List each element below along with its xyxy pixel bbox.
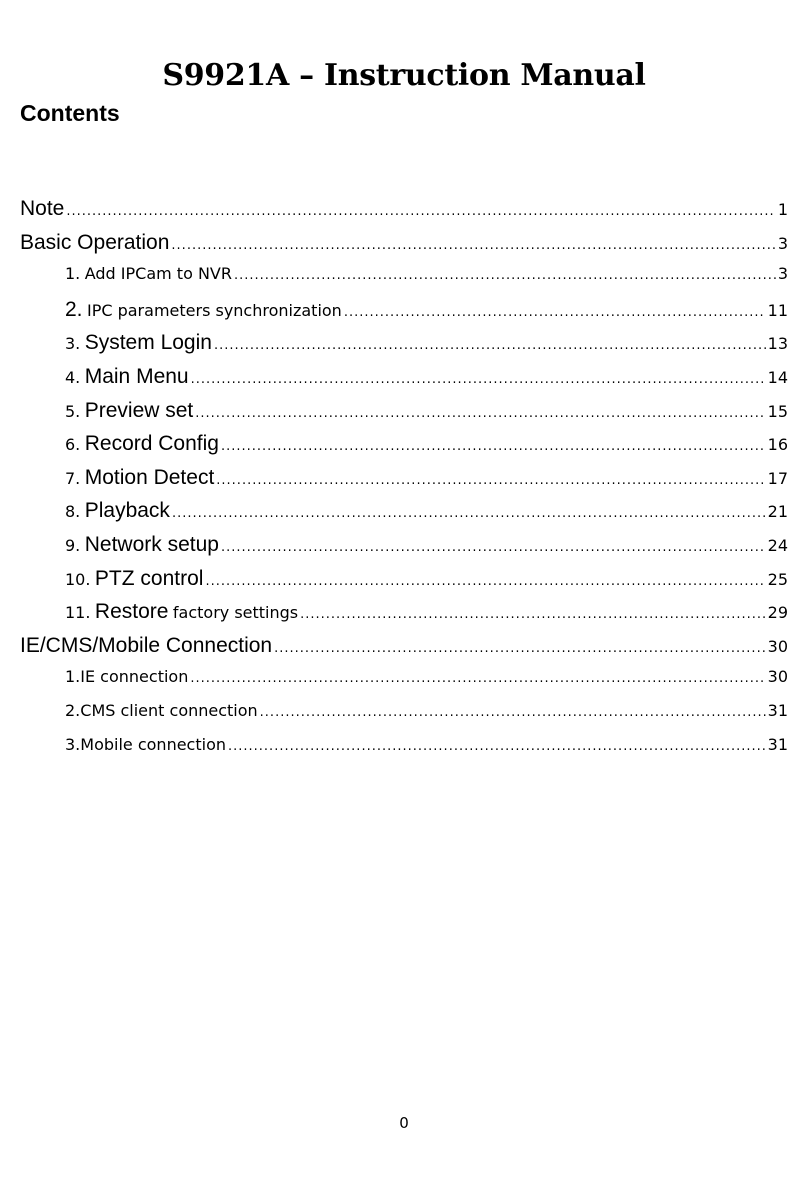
- toc-entry-text: Record Config: [84, 432, 219, 456]
- toc-entry-label: [65, 298, 342, 322]
- toc-page-number: 11: [767, 300, 788, 320]
- toc-entry-text: Preview set: [84, 398, 194, 422]
- toc-leader-dots: [190, 671, 765, 686]
- toc-page-number: 30: [767, 667, 788, 687]
- toc-entry-note[interactable]: [20, 197, 788, 231]
- toc-page-number: 14: [767, 367, 788, 387]
- toc-entry-number: 4.: [65, 367, 81, 387]
- table-of-contents: [20, 197, 788, 768]
- toc-entry-text: Network setup: [84, 532, 219, 556]
- toc-leader-dots: [195, 406, 765, 421]
- toc-leader-dots: [216, 473, 765, 488]
- toc-entry-preview-set[interactable]: [20, 399, 788, 433]
- toc-entry-number: 9.: [65, 535, 81, 555]
- toc-entry-ipc-parameters-sync[interactable]: [20, 298, 788, 332]
- toc-page-number: 21: [767, 502, 788, 522]
- toc-leader-dots: [221, 540, 766, 555]
- toc-entry-number: 3.: [65, 334, 81, 354]
- toc-page-number: 30: [767, 636, 788, 656]
- toc-entry-number: 1.: [65, 264, 81, 284]
- toc-leader-dots: [228, 739, 766, 754]
- toc-entry-number: 8.: [65, 502, 81, 522]
- document-title: S9921A – Instruction Manual: [162, 58, 646, 93]
- toc-leader-dots: [344, 305, 766, 320]
- toc-entry-text-continued: factory settings: [172, 603, 299, 623]
- toc-entry-text: Main Menu: [84, 364, 189, 388]
- toc-entry-label: [65, 466, 214, 490]
- toc-leader-dots: [234, 268, 776, 283]
- toc-entry-main-menu[interactable]: [20, 365, 788, 399]
- toc-page-number: 29: [767, 603, 788, 623]
- toc-entry-record-config[interactable]: [20, 432, 788, 466]
- toc-entry-text: IE connection: [80, 667, 189, 687]
- toc-entry-label: [65, 432, 219, 456]
- toc-page-number: 25: [767, 569, 788, 589]
- toc-entry-number: 5.: [65, 401, 81, 421]
- toc-leader-dots: [205, 574, 765, 589]
- toc-entry-label: [65, 667, 188, 687]
- toc-entry-text: Motion Detect: [84, 465, 215, 489]
- toc-entry-basic-operation[interactable]: [20, 231, 788, 265]
- toc-entry-system-login[interactable]: [20, 331, 788, 365]
- toc-entry-label: [65, 499, 170, 523]
- toc-entry-ptz-control[interactable]: [20, 567, 788, 601]
- toc-entry-label: Note: [20, 197, 65, 220]
- toc-leader-dots: [260, 705, 766, 720]
- toc-entry-add-ipcam[interactable]: [20, 264, 788, 298]
- toc-leader-dots: [274, 641, 766, 656]
- toc-entry-label: [65, 701, 258, 721]
- toc-entry-text: PTZ control: [94, 566, 204, 590]
- toc-entry-label: [65, 533, 219, 557]
- toc-entry-number: 2.: [65, 297, 83, 321]
- toc-entry-motion-detect[interactable]: [20, 466, 788, 500]
- toc-entry-label: Basic Operation: [20, 230, 170, 254]
- toc-page-number: 31: [767, 734, 788, 754]
- toc-entry-restore-factory-settings[interactable]: [20, 600, 788, 634]
- toc-entry-label: IE/CMS/Mobile Connection: [20, 633, 273, 657]
- toc-leader-dots: [191, 372, 766, 387]
- toc-entry-text: Add IPCam to NVR: [84, 264, 232, 284]
- toc-entry-number: 10.: [65, 569, 91, 589]
- toc-page-number: 15: [767, 401, 788, 421]
- toc-leader-dots: [66, 204, 775, 219]
- toc-page-number: 31: [767, 700, 788, 720]
- toc-entry-label: [65, 399, 193, 423]
- toc-entry-number: 3.: [65, 734, 81, 754]
- toc-leader-dots: [214, 338, 766, 353]
- toc-page-number: 17: [767, 468, 788, 488]
- toc-entry-number: 2.: [65, 700, 81, 720]
- toc-entry-ie-cms-mobile-connection[interactable]: [20, 634, 788, 668]
- toc-page-number: 1: [777, 200, 788, 219]
- toc-entry-text: System Login: [84, 331, 212, 355]
- toc-entry-mobile-connection[interactable]: [20, 735, 788, 769]
- toc-entry-text: IPC parameters synchronization: [86, 300, 342, 320]
- toc-leader-dots: [221, 439, 766, 454]
- toc-entry-label: [65, 735, 226, 755]
- toc-page-number: 3: [777, 233, 788, 253]
- toc-entry-cms-client-connection[interactable]: [20, 701, 788, 735]
- toc-entry-text: Playback: [84, 499, 170, 523]
- toc-entry-label: [65, 567, 203, 591]
- contents-heading: Contents: [20, 100, 120, 126]
- toc-page-number: 13: [767, 334, 788, 354]
- toc-entry-text: CMS client connection: [80, 700, 258, 720]
- toc-page-number: 24: [767, 535, 788, 555]
- toc-page-number: 16: [767, 435, 788, 455]
- toc-entry-label: [65, 331, 212, 355]
- toc-leader-dots: [300, 607, 766, 622]
- toc-entry-number: 6.: [65, 435, 81, 455]
- page-number: 0: [399, 1114, 409, 1132]
- toc-entry-label: [65, 365, 189, 389]
- toc-entry-number: 1.: [65, 667, 81, 687]
- toc-leader-dots: [171, 238, 775, 253]
- toc-entry-number: 7.: [65, 468, 81, 488]
- toc-entry-text: Restore: [94, 600, 169, 624]
- toc-entry-label: [65, 600, 298, 624]
- toc-entry-label: [65, 264, 232, 284]
- toc-page-number: 3: [777, 264, 788, 284]
- toc-entry-playback[interactable]: [20, 499, 788, 533]
- toc-entry-network-setup[interactable]: [20, 533, 788, 567]
- toc-entry-number: 11.: [65, 603, 91, 623]
- toc-entry-text: Mobile connection: [80, 734, 226, 754]
- toc-leader-dots: [172, 506, 766, 521]
- toc-entry-ie-connection[interactable]: [20, 667, 788, 701]
